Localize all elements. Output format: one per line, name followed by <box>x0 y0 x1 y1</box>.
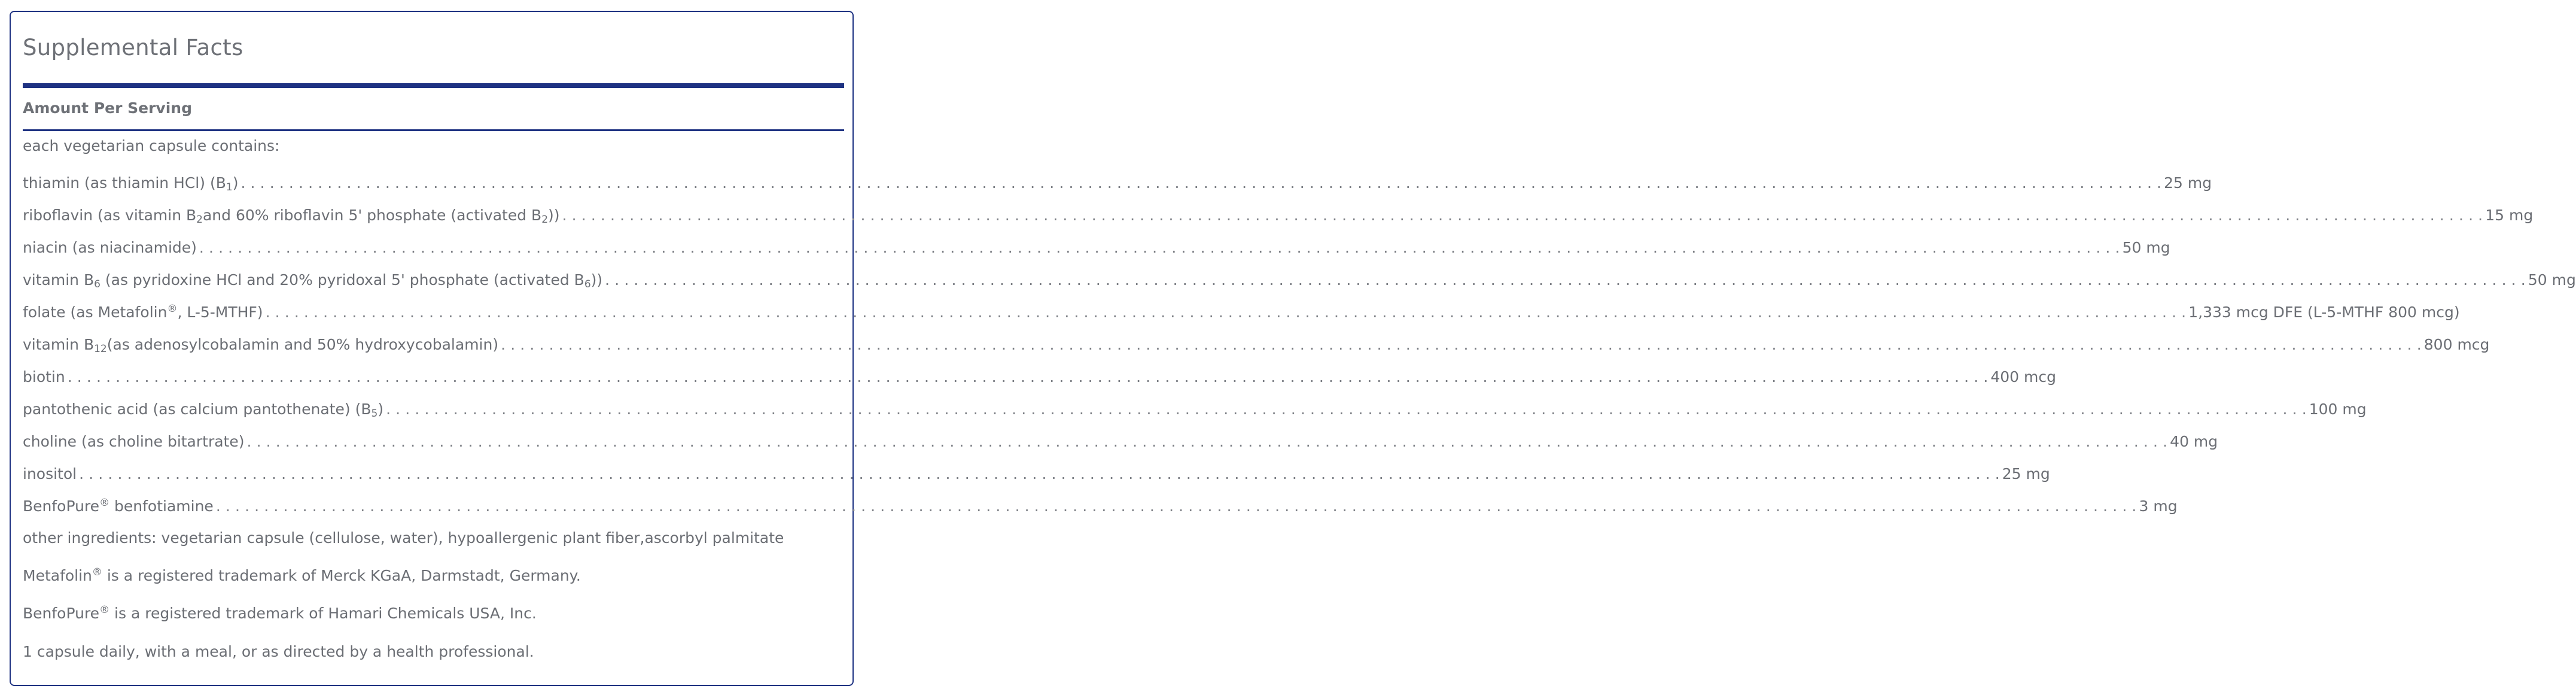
ingredient-name: pantothenic acid (as calcium pantothenate) $(B_5)$ <box>23 400 384 420</box>
leader-dots: . . . . . . . . . . . . . . . . . . . . . . . . . . . . . . . . . . . . . . . . . . . . . . . . . . . . . . . . . . . . . . . . . . . . . . . . . . . . . . . . . . . . . . . . . . . . . . . . . . . . . . . . . . . . . . . . . . . . . . . . . . . . . . . . . . . . . . . . . . . . . . . . . . . . . . . . . . . . . . . . . . . . . . . . . . . . . . . . . . . . . . . . . . . . . . . . . . . . . . . . <box>215 497 2137 515</box>
leader-dots: . . . . . . . . . . . . . . . . . . . . . . . . . . . . . . . . . . . . . . . . . . . . . . . . . . . . . . . . . . . . . . . . . . . . . . . . . . . . . . . . . . . . . . . . . . . . . . . . . . . . . . . . . . . . . . . . . . . . . . . . . . . . . . . . . . . . . . . . . . . . . . . . . . . . . . . . . . . . . . . . . . . . . . . . . . . . . . . . . . . . . . . . . . . . . . . . . . . . . . . . <box>240 174 2162 192</box>
amount-per-serving-heading: Amount Per Serving <box>23 99 192 117</box>
ingredient-amount: 1,333 mcg DFE (L-5-MTHF 800 mcg) <box>2188 304 2460 321</box>
ingredient-name: inositol <box>23 465 77 482</box>
ingredient-name: riboflavin (as vitamin $B_2and$ 60% riboflavin 5' phosphate (activated $B_2$)) <box>23 207 560 226</box>
ingredient-name: vitamin $B_6$ (as pyridoxine HCl and 20% pyridoxal 5' phosphate (activated $B_6$)) <box>23 271 603 290</box>
ingredient-row-biotin <box>23 365 2057 397</box>
ingredient-row-niacin <box>23 236 2170 268</box>
ingredient-row-vitamin-b6 <box>23 268 2576 301</box>
other-ingredients: other ingredients: vegetarian capsule (cellulose, water), hypoallergenic plant fiber,ascorbyl palmitate <box>23 529 784 547</box>
leader-dots: . . . . . . . . . . . . . . . . . . . . . . . . . . . . . . . . . . . . . . . . . . . . . . . . . . . . . . . . . . . . . . . . . . . . . . . . . . . . . . . . . . . . . . . . . . . . . . . . . . . . . . . . . . . . . . . . . . . . . . . . . . . . . . . . . . . . . . . . . . . . . . . . . . . . . . . . . . . . . . . . . . . . . . . . . . . . . . . . . . . . . . . . . . . . . . . . . . . . . . . . <box>199 239 2120 256</box>
ingredient-row-benfotiamine <box>23 494 2178 527</box>
ingredient-name: biotin <box>23 368 65 386</box>
ingredient-amount: 25 mg <box>2002 465 2050 482</box>
leader-dots: . . . . . . . . . . . . . . . . . . . . . . . . . . . . . . . . . . . . . . . . . . . . . . . . . . . . . . . . . . . . . . . . . . . . . . . . . . . . . . . . . . . . . . . . . . . . . . . . . . . . . . . . . . . . . . . . . . . . . . . . . . . . . . . . . . . . . . . . . . . . . . . . . . . . . . . . . . . . . . . . . . . . . . . . . . . . . . . . . . . . . . . . . . . . . . . . . . . . . . . . <box>79 465 2000 482</box>
ingredient-name: niacin (as niacinamide) <box>23 239 197 256</box>
thick-divider <box>23 83 844 88</box>
ingredient-amount: 40 mg <box>2170 433 2218 450</box>
ingredient-row-vitamin-b12 <box>23 333 2490 365</box>
ingredient-amount: 25 mg <box>2164 174 2212 192</box>
leader-dots: . . . . . . . . . . . . . . . . . . . . . . . . . . . . . . . . . . . . . . . . . . . . . . . . . . . . . . . . . . . . . . . . . . . . . . . . . . . . . . . . . . . . . . . . . . . . . . . . . . . . . . . . . . . . . . . . . . . . . . . . . . . . . . . . . . . . . . . . . . . . . . . . . . . . . . . . . . . . . . . . . . . . . . . . . . . . . . . . . . . . . . . . . . . . . . . . . . . . . . . . <box>265 304 2187 321</box>
benfopure-trademark-note: BenfoPure® is a registered trademark of Hamari Chemicals USA, Inc. <box>23 604 537 622</box>
ingredient-amount: 3 mg <box>2139 497 2178 515</box>
ingredient-name: thiamin (as thiamin HCl) $(B_1)$ <box>23 174 239 193</box>
ingredient-amount: 50 mg <box>2122 239 2170 256</box>
ingredient-row-inositol <box>23 462 2050 494</box>
ingredient-amount: 15 mg <box>2485 207 2534 224</box>
ingredient-row-folate <box>23 301 2460 333</box>
ingredient-list <box>23 171 2576 527</box>
ingredient-name: choline (as choline bitartrate) <box>23 433 245 450</box>
ingredient-amount: 50 mg <box>2528 271 2576 289</box>
leader-dots: . . . . . . . . . . . . . . . . . . . . . . . . . . . . . . . . . . . . . . . . . . . . . . . . . . . . . . . . . . . . . . . . . . . . . . . . . . . . . . . . . . . . . . . . . . . . . . . . . . . . . . . . . . . . . . . . . . . . . . . . . . . . . . . . . . . . . . . . . . . . . . . . . . . . . . . . . . . . . . . . . . . . . . . . . . . . . . . . . . . . . . . . . . . . . . . . . . . . . . . . <box>67 368 1989 386</box>
ingredient-name: folate (as Metafolin®, L-5-MTHF) <box>23 303 263 321</box>
ingredient-row-choline <box>23 430 2218 462</box>
leader-dots: . . . . . . . . . . . . . . . . . . . . . . . . . . . . . . . . . . . . . . . . . . . . . . . . . . . . . . . . . . . . . . . . . . . . . . . . . . . . . . . . . . . . . . . . . . . . . . . . . . . . . . . . . . . . . . . . . . . . . . . . . . . . . . . . . . . . . . . . . . . . . . . . . . . . . . . . . . . . . . . . . . . . . . . . . . . . . . . . . . . . . . . . . . . . . . . . . . . . . . . . <box>605 271 2526 289</box>
directions: 1 capsule daily, with a meal, or as directed by a health professional. <box>23 643 534 660</box>
leader-dots: . . . . . . . . . . . . . . . . . . . . . . . . . . . . . . . . . . . . . . . . . . . . . . . . . . . . . . . . . . . . . . . . . . . . . . . . . . . . . . . . . . . . . . . . . . . . . . . . . . . . . . . . . . . . . . . . . . . . . . . . . . . . . . . . . . . . . . . . . . . . . . . . . . . . . . . . . . . . . . . . . . . . . . . . . . . . . . . . . . . . . . . . . . . . . . . . . . . . . . . . <box>246 433 2168 450</box>
supplement-facts-panel <box>10 11 2576 686</box>
metafolin-trademark-note: Metafolin® is a registered trademark of Merck KGaA, Darmstadt, Germany. <box>23 566 581 584</box>
thin-divider <box>23 129 844 131</box>
ingredient-row-riboflavin <box>23 204 2534 236</box>
serving-intro: each vegetarian capsule contains: <box>23 137 280 154</box>
leader-dots: . . . . . . . . . . . . . . . . . . . . . . . . . . . . . . . . . . . . . . . . . . . . . . . . . . . . . . . . . . . . . . . . . . . . . . . . . . . . . . . . . . . . . . . . . . . . . . . . . . . . . . . . . . . . . . . . . . . . . . . . . . . . . . . . . . . . . . . . . . . . . . . . . . . . . . . . . . . . . . . . . . . . . . . . . . . . . . . . . . . . . . . . . . . . . . . . . . . . . . . . <box>501 336 2422 353</box>
leader-dots: . . . . . . . . . . . . . . . . . . . . . . . . . . . . . . . . . . . . . . . . . . . . . . . . . . . . . . . . . . . . . . . . . . . . . . . . . . . . . . . . . . . . . . . . . . . . . . . . . . . . . . . . . . . . . . . . . . . . . . . . . . . . . . . . . . . . . . . . . . . . . . . . . . . . . . . . . . . . . . . . . . . . . . . . . . . . . . . . . . . . . . . . . . . . . . . . . . . . . . . . <box>562 207 2483 224</box>
ingredient-name: vitamin $B_{12}(as$ adenosylcobalamin and 50% hydroxycobalamin) <box>23 336 499 355</box>
panel-title: Supplemental Facts <box>23 35 243 60</box>
leader-dots: . . . . . . . . . . . . . . . . . . . . . . . . . . . . . . . . . . . . . . . . . . . . . . . . . . . . . . . . . . . . . . . . . . . . . . . . . . . . . . . . . . . . . . . . . . . . . . . . . . . . . . . . . . . . . . . . . . . . . . . . . . . . . . . . . . . . . . . . . . . . . . . . . . . . . . . . . . . . . . . . . . . . . . . . . . . . . . . . . . . . . . . . . . . . . . . . . . . . . . . . <box>386 400 2307 418</box>
ingredient-row-pantothenic-acid <box>23 397 2367 430</box>
ingredient-row-thiamin <box>23 171 2212 204</box>
ingredient-name: BenfoPure® benfotiamine <box>23 497 214 515</box>
ingredient-amount: 400 mcg <box>1990 368 2057 386</box>
ingredient-amount: 800 mcg <box>2423 336 2490 353</box>
ingredient-amount: 100 mg <box>2309 400 2367 418</box>
